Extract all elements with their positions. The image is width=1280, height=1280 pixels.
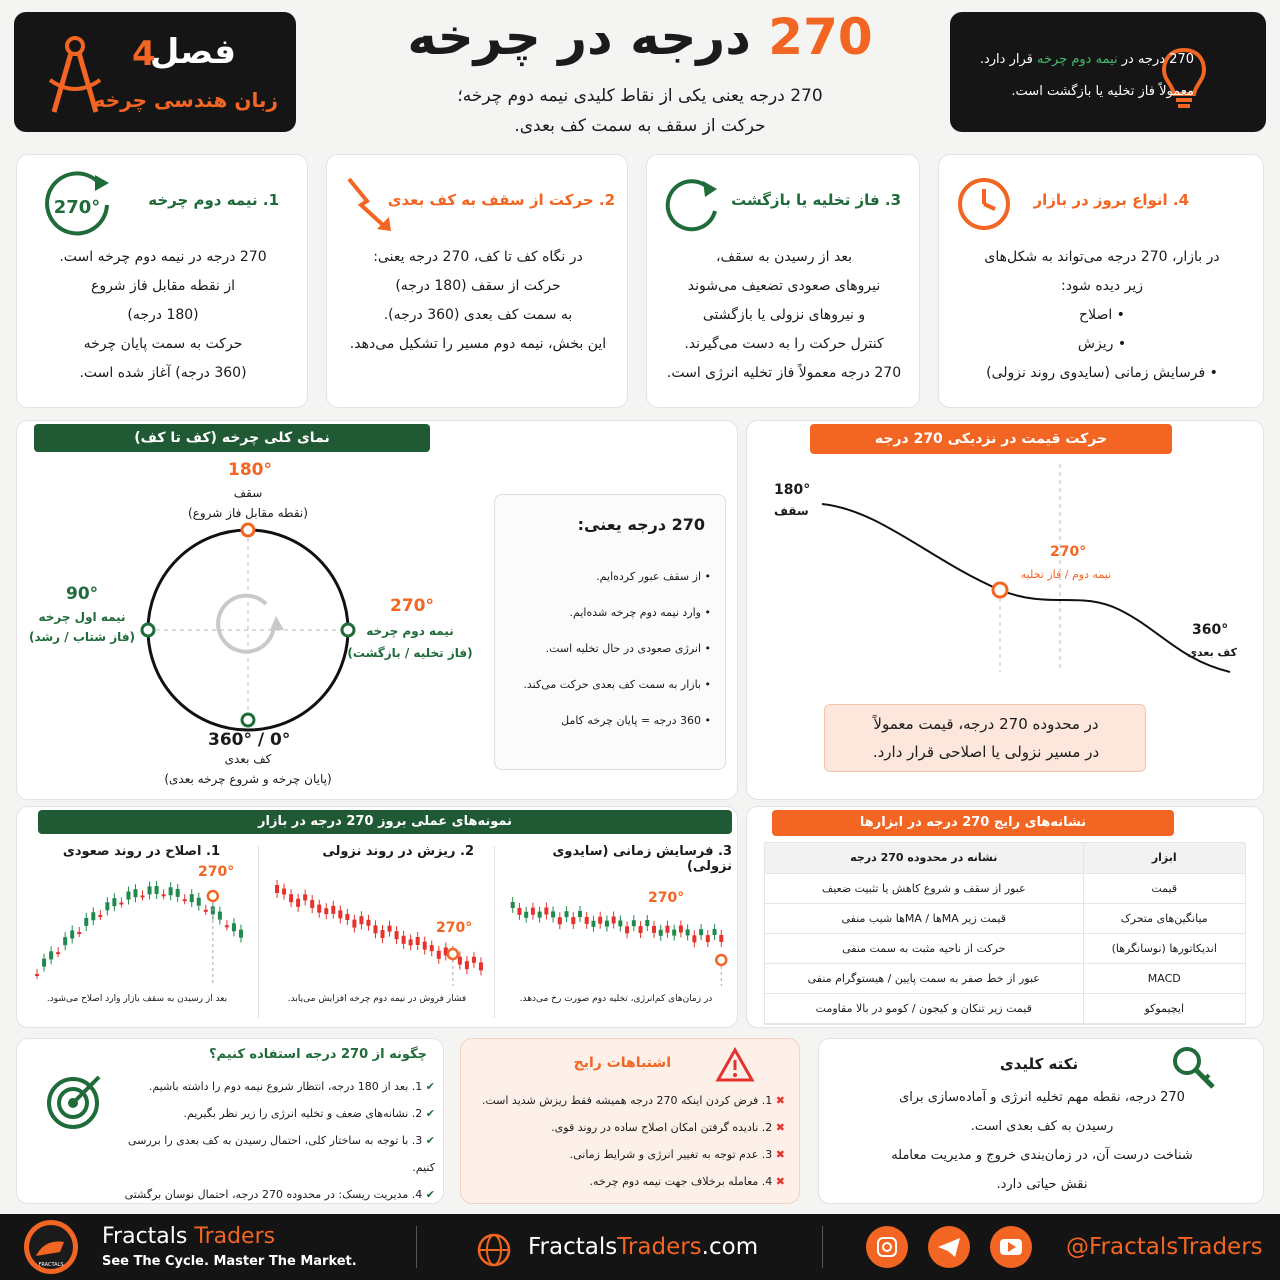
mistake-item: ✖ 3. عدم توجه به تغییر انرژی و شرایط زمانی.: [569, 1148, 785, 1161]
circle-bottom-label: کف بعدی: [224, 752, 272, 766]
candle-body: [423, 942, 427, 950]
header-note-line-2: معمولاً فاز تخلیه یا بازگشت است.: [1011, 84, 1194, 99]
cycle-270-icon: [35, 169, 123, 239]
candle-body: [98, 915, 102, 917]
circle-left-degree: 90°: [66, 584, 99, 604]
candle-body: [706, 935, 710, 942]
price-curve-chart: [760, 460, 1250, 680]
candle-body: [282, 889, 286, 895]
example-3-degree: 270°: [648, 890, 685, 906]
price-270-degree: 270°: [1050, 544, 1087, 560]
tools-header: نشانه‌های رایج 270 درجه در ابزارها: [772, 810, 1174, 836]
card-discharge-phase: [646, 154, 920, 408]
candle-body: [665, 926, 669, 933]
candle-body: [310, 900, 314, 908]
candle-body: [338, 910, 342, 918]
table-row: [765, 993, 1245, 1023]
card-3-line: و نیروهای نزولی یا بازگشتی: [702, 307, 866, 323]
youtube-icon[interactable]: [990, 1226, 1032, 1268]
table-row: [765, 903, 1245, 933]
price-note-line-2: در مسیر نزولی یا اصلاحی قرار دارد.: [872, 743, 1100, 761]
circle-right-label: نیمه دوم چرخه: [366, 624, 454, 638]
chapter-box: [14, 12, 296, 132]
candle-body: [359, 916, 363, 924]
candle-body: [204, 910, 208, 912]
example-3-caption: در زمان‌های کم‌انرژی، تخلیه دوم صورت رخ می‌دهد.: [519, 994, 713, 1004]
card-4-line: • اصلاح: [1079, 307, 1125, 323]
candle-body: [686, 929, 690, 935]
circle-bottom-degree: 360° / 0°: [208, 730, 291, 750]
candle-body: [672, 930, 676, 936]
candle-body: [70, 930, 74, 938]
chapter-subtitle: زبان هندسی چرخه: [93, 88, 278, 112]
table-row: [765, 933, 1245, 963]
candle-body: [713, 929, 717, 935]
means-item: • وارد نیمه دوم چرخه شده‌ایم.: [569, 606, 711, 619]
mistake-item: ✖ 4. معامله برخلاف جهت نیمه دوم چرخه.: [589, 1175, 785, 1188]
mistake-item: ✖ 2. نادیده گرفتن امکان اصلاح ساده در روند قوی.: [551, 1121, 785, 1134]
card-1-line: 270 درجه در نیمه دوم چرخه است.: [59, 249, 267, 265]
candle-body: [511, 902, 515, 908]
candle-body: [699, 929, 703, 935]
candle-body: [625, 926, 629, 933]
example-3-title: 3. فرسایش زمانی (سایدوی نزولی): [552, 844, 732, 874]
tools-cell-sign: حرکت از ناحیه مثبت به سمت منفی: [765, 933, 1083, 963]
keynote-line: نقش حیاتی دارد.: [996, 1177, 1088, 1192]
price-near-270-header: حرکت قیمت در نزدیکی 270 درجه: [810, 424, 1172, 454]
mistake-item: ✖ 1. فرض کردن اینکه 270 درجه همیشه فقط ریزش شدید است.: [481, 1094, 785, 1107]
candle-body: [565, 911, 569, 917]
candle-body: [659, 930, 663, 936]
candle-body: [388, 926, 392, 932]
tools-cell-tool: قیمت: [1083, 873, 1245, 903]
subtitle-line-2: حرکت از سقف به سمت کف بعدی.: [514, 116, 766, 136]
card-1-line: از نقطه مقابل فاز شروع: [90, 278, 236, 294]
price-360-label: کف بعدی: [1186, 646, 1238, 659]
candle-body: [352, 920, 356, 928]
candle-body: [571, 917, 575, 924]
candle-body: [49, 951, 53, 959]
tools-cell-tool: ایچیموکو: [1083, 993, 1245, 1023]
chapter-label: فصل: [149, 32, 236, 72]
marker-270: [448, 949, 458, 959]
candle-body: [692, 935, 696, 942]
svg-text:270°: 270°: [53, 197, 101, 218]
candle-body: [366, 920, 370, 926]
card-2-line: این بخش، نیمه دوم مسیر را تشکیل می‌دهد.: [349, 336, 607, 352]
means-item: • انرژی صعودی در حال تخلیه است.: [545, 642, 711, 655]
footer-website-link[interactable]: FractalsTraders.com: [528, 1234, 759, 1260]
card-4-line: • ریزش: [1077, 336, 1127, 352]
card-4-title: 4. انواع بروز در بازار: [1033, 191, 1189, 209]
brand-logo: [22, 1218, 80, 1276]
tools-cell-sign: قیمت زیر MAها / MAها شیب منفی: [765, 903, 1083, 933]
card-4-line: در بازار، 270 درجه می‌تواند به شکل‌های: [984, 249, 1220, 265]
candle-body: [317, 905, 321, 913]
mistakes-panel: [460, 1038, 800, 1204]
candle-body: [112, 898, 116, 906]
candle-body: [612, 917, 616, 924]
tools-cell-sign: عبور از سقف و شروع کاهش یا تثبیت ضعیف: [765, 873, 1083, 903]
example-3-candle-chart: [506, 870, 728, 988]
candle-body: [544, 908, 548, 915]
candle-body: [578, 911, 582, 917]
candle-body: [679, 926, 683, 933]
keynote-line: شناخت درست آن، در زمان‌بندی خروج و مدیریت معامله: [891, 1148, 1193, 1163]
header-note-box: [950, 12, 1266, 132]
candle-body: [197, 898, 201, 906]
example-1-title: 1. اصلاح در روند صعودی: [62, 844, 220, 859]
candle-body: [381, 930, 385, 938]
candle-body: [416, 937, 420, 945]
candle-body: [225, 925, 229, 927]
candle-body: [119, 903, 123, 905]
candle-body: [324, 908, 328, 914]
footer-bar: [0, 1214, 1280, 1280]
footer-brand: Fractals Traders: [102, 1224, 276, 1249]
candle-body: [395, 931, 399, 939]
candle-body: [345, 914, 349, 920]
circle-right-sublabel: (فاز تخلیه / بازگشت): [347, 646, 473, 660]
candle-body: [551, 911, 555, 917]
candle-body: [538, 912, 542, 918]
keynote-line: رسیدن به کف بعدی است.: [970, 1119, 1114, 1134]
warning-icon: [715, 1047, 755, 1083]
card-2-line: حرکت از سقف (180 درجه): [395, 278, 561, 294]
candle-body: [517, 908, 521, 915]
tools-cell-sign: قیمت زیر تنکان و کیجون / کومو در بالا مقاومت: [765, 993, 1083, 1023]
means-item: • بازار به سمت کف بعدی حرکت می‌کند.: [523, 678, 711, 691]
howto-item: ✔ 4. مدیریت ریسک: در محدوده 270 درجه، احتمال نوسان برگشتی: [124, 1188, 435, 1201]
table-row: [765, 873, 1245, 903]
tools-col-sign: نشانه در محدوده 270 درجه: [765, 843, 1083, 873]
cycle-circle-diagram: [130, 520, 370, 740]
example-1-degree: 270°: [198, 864, 235, 880]
candle-body: [645, 920, 649, 926]
circle-top-label: سقف: [233, 486, 263, 500]
candle-body: [148, 886, 152, 894]
candle-body: [169, 887, 173, 895]
circle-top-sublabel: (نقطه مقابل فاز شروع): [188, 506, 308, 520]
candle-body: [77, 932, 81, 934]
candle-body: [652, 926, 656, 933]
candle-body: [190, 894, 194, 902]
example-2-caption: فشار فروش در نیمه دوم چرخه افزایش می‌یابد.: [287, 994, 467, 1004]
candle-body: [719, 935, 723, 942]
candle-body: [585, 917, 589, 924]
brand-logo-text: FRACTALS: [38, 1262, 64, 1268]
header-note-line-1: 270 درجه در نیمه دوم چرخه قرار دارد.: [979, 52, 1194, 67]
candle-body: [239, 930, 243, 938]
howto-title: چگونه از 270 درجه استفاده کنیم؟: [208, 1047, 427, 1062]
telegram-icon[interactable]: [928, 1226, 970, 1268]
table-row: [765, 963, 1245, 993]
candle-body: [591, 921, 595, 927]
globe-icon: [476, 1232, 512, 1268]
example-1-caption: بعد از رسیدن به سقف بازار وارد اصلاح می‌شود.: [46, 994, 228, 1004]
candle-body: [126, 892, 130, 900]
example-2-degree: 270°: [436, 920, 473, 936]
candle-body: [524, 912, 528, 918]
candle-body: [105, 902, 109, 910]
marker-270: [716, 955, 726, 965]
card-2-line: در نگاه کف تا کف، 270 درجه یعنی:: [373, 249, 583, 265]
cycle-overview-header: نمای کلی چرخه (کف تا کف): [34, 424, 430, 452]
tools-table-header-row: [765, 843, 1245, 873]
candle-body: [458, 957, 462, 965]
card-3-title: 3. فاز تخلیه یا بازگشت: [731, 191, 901, 209]
refresh-cycle-icon: [663, 173, 723, 233]
circle-left-label: نیمه اول چرخه: [38, 610, 126, 624]
candle-body: [472, 957, 476, 963]
candle-body: [91, 912, 95, 920]
candle-body: [218, 912, 222, 920]
price-note-line-1: در محدوده 270 درجه، قیمت معمولاً: [873, 715, 1099, 733]
candle-body: [155, 886, 159, 894]
card-3-line: بعد از رسیدن به سقف،: [715, 249, 853, 265]
price-180-degree: 180°: [774, 482, 811, 498]
candle-body: [275, 885, 279, 893]
mistakes-title: اشتباهات رایج: [573, 1055, 671, 1071]
candle-body: [162, 894, 166, 896]
candle-body: [409, 939, 413, 945]
price-note-box: [824, 704, 1146, 772]
card-2-title: 2. حرکت از سقف به کف بعدی: [387, 191, 615, 209]
tools-table: [764, 842, 1246, 1025]
candle-body: [373, 925, 377, 933]
tools-col-tool: ابزار: [1083, 843, 1245, 873]
example-2-title: 2. ریزش در روند نزولی: [322, 844, 474, 859]
candle-body: [303, 894, 307, 900]
candle-body: [465, 961, 469, 969]
clock-icon: [953, 171, 1015, 233]
marker-270: [208, 891, 218, 901]
card-market-forms: [938, 154, 1264, 408]
price-180-label: سقف: [774, 504, 809, 518]
candle-body: [84, 918, 88, 926]
card-1-title: 1. نیمه دوم چرخه: [148, 191, 279, 209]
means-item: • 360 درجه = پایان چرخه کامل: [561, 714, 711, 727]
candle-body: [598, 917, 602, 924]
candle-body: [558, 917, 562, 924]
candle-body: [437, 951, 441, 959]
candle-body: [56, 952, 60, 954]
candle-body: [63, 937, 67, 945]
price-270-label: نیمه دوم / فاز تخلیه: [1020, 568, 1112, 581]
price-360-degree: 360°: [1192, 622, 1229, 638]
candle-body: [176, 889, 180, 897]
candle-body: [42, 959, 46, 967]
howto-item: ✔ 2. نشانه‌های ضعف و تخلیه انرژی را زیر نظر بگیریم.: [183, 1107, 435, 1120]
keynote-line: 270 درجه، نقطه مهم تخلیه انرژی و آماده‌سازی برای: [899, 1090, 1185, 1105]
card-1-line: (180 درجه): [127, 307, 199, 323]
candle-body: [618, 920, 622, 926]
circle-left-sublabel: (فاز شتاب / رشد): [28, 630, 136, 644]
candle-body: [402, 936, 406, 944]
card-3-line: کنترل حرکت را به دست می‌گیرند.: [684, 336, 884, 352]
example-1-candle-chart: [30, 870, 248, 988]
candle-body: [331, 906, 335, 914]
tools-cell-tool: میانگین‌های متحرک: [1083, 903, 1245, 933]
circle-bottom-sublabel: (پایان چرخه و شروع چرخه بعدی): [164, 772, 332, 786]
candle-body: [183, 899, 187, 901]
footer-tagline: See The Cycle. Master The Market.: [102, 1254, 357, 1269]
card-top-to-bottom: [326, 154, 628, 408]
title-number: 270: [768, 8, 873, 66]
candle-body: [133, 889, 137, 897]
howto-item: ✔ 1. بعد از 180 درجه، انتظار شروع نیمه دوم را داشته باشیم.: [148, 1080, 435, 1093]
card-2-line: به سمت کف بعدی (360 درجه).: [383, 307, 573, 323]
means-title: 270 درجه یعنی:: [577, 515, 705, 534]
keynote-panel: [818, 1038, 1264, 1204]
target-icon: [43, 1069, 107, 1133]
candle-body: [632, 920, 636, 926]
means-item: • از سقف عبور کرده‌ایم.: [596, 570, 711, 583]
candle-body: [605, 921, 609, 927]
candle-body: [479, 962, 483, 970]
circle-right-degree: 270°: [390, 596, 434, 616]
candle-body: [639, 926, 643, 933]
subtitle-line-1: 270 درجه یعنی یکی از نقاط کلیدی نیمه دوم چرخه؛: [457, 86, 823, 106]
examples-header: نمونه‌های عملی بروز 270 درجه در بازار: [38, 810, 732, 834]
tools-cell-sign: عبور از خط صفر به سمت پایین / هیستوگرام منفی: [765, 963, 1083, 993]
card-4-line: • فرسایش زمانی (سایدوی روند نزولی): [986, 365, 1218, 381]
chapter-number: 4: [132, 34, 156, 74]
card-1-line: (360 درجه) آغاز شده است.: [79, 365, 247, 381]
page-title: [330, 8, 950, 66]
howto-item: ✔ 3. با توجه به ساختار کلی، احتمال رسیدن به کف بعدی را بررسی کنیم.: [127, 1134, 435, 1174]
candle-body: [35, 974, 39, 976]
footer-social-handle[interactable]: @FractalsTraders: [1066, 1234, 1263, 1260]
tools-cell-tool: MACD: [1083, 963, 1245, 993]
card-3-line: 270 درجه معمولاً فاز تخلیه انرژی است.: [666, 365, 902, 381]
card-4-line: زیر دیده شود:: [1060, 278, 1143, 294]
candle-body: [141, 895, 145, 897]
instagram-icon[interactable]: [866, 1226, 908, 1268]
candle-body: [296, 899, 300, 907]
card-second-half: [16, 154, 308, 408]
card-3-line: نیروهای صعودی تضعیف می‌شوند: [687, 278, 881, 294]
candle-body: [430, 945, 434, 951]
means-box: [494, 494, 726, 770]
circle-top-degree: 180°: [228, 460, 272, 480]
candle-body: [531, 908, 535, 915]
candle-body: [232, 923, 236, 931]
keynote-title: نکته کلیدی: [999, 1055, 1079, 1073]
tools-cell-tool: اندیکاتورها (نوسانگرها): [1083, 933, 1245, 963]
candle-body: [289, 894, 293, 902]
howto-panel: [16, 1038, 444, 1204]
card-1-line: حرکت به سمت پایان چرخه: [83, 336, 243, 352]
title-text: درجه در چرخه: [407, 8, 751, 66]
